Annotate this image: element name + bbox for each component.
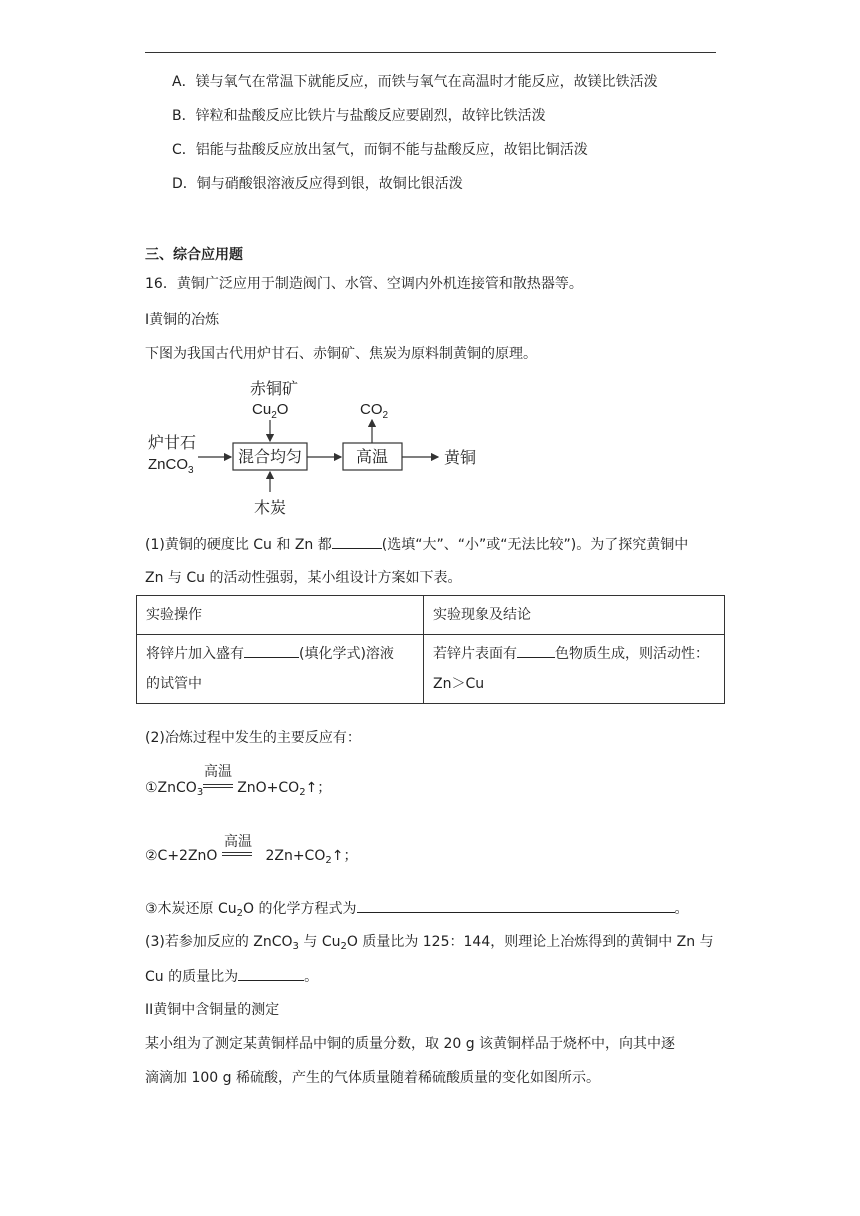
- option-d: [172, 174, 463, 194]
- formula-blank[interactable]: [244, 643, 299, 658]
- ore2-name: 赤铜矿: [250, 381, 299, 398]
- color-blank[interactable]: [517, 643, 555, 658]
- option-b-letter: B．: [172, 108, 196, 124]
- experiment-table: [136, 595, 725, 704]
- option-a-text: 镁与氧气在常温下就能反应，而铁与氧气在高温时才能反应，故镁比铁活泼: [195, 74, 658, 90]
- q3-ratio-blank[interactable]: [238, 966, 304, 981]
- heat-box-label: 高温: [355, 449, 389, 466]
- part-1-title: I黄铜的冶炼: [145, 312, 220, 328]
- option-d-text: 铜与硝酸银溶液反应得到银，故铜比银活泼: [196, 176, 463, 192]
- smelting-flow-diagram: [140, 372, 500, 522]
- mix-box-label: 混合均匀: [237, 449, 303, 466]
- section-title: 三、综合应用题: [145, 247, 243, 263]
- q2-title: (2)冶炼过程中发生的主要反应有：: [145, 730, 361, 746]
- part-2-text-line2: 滴滴加 100 g 稀硫酸，产生的气体质量随着稀硫酸质量的变化如图所示。: [145, 1070, 600, 1086]
- equation-2-equals-bottom: [222, 855, 252, 856]
- charcoal-label: 木炭: [254, 500, 287, 517]
- equation-2-equals-top: [222, 852, 252, 853]
- top-divider: [145, 52, 716, 53]
- gas-formula: $CO_2$: [360, 401, 389, 421]
- equation-1-condition: 高温: [204, 764, 232, 780]
- option-a-letter: A．: [172, 74, 196, 90]
- ore1-formula: ZnCO$_3$: [148, 456, 194, 476]
- option-b-text: 锌粒和盐酸反应比铁片与盐酸反应要剧烈，故锌比铁活泼: [195, 108, 546, 124]
- equation-1-equals-top: [203, 784, 233, 785]
- option-a: [172, 72, 658, 92]
- option-c-letter: C．: [172, 142, 196, 158]
- table-header-operation: 实验操作: [137, 596, 424, 635]
- option-c: [172, 140, 588, 160]
- option-d-letter: D．: [172, 176, 197, 192]
- ore1-name: 炉甘石: [148, 435, 197, 452]
- q3-line1: (3)若参加反应的 ZnCO$_3$ 与 $Cu_2O$ 质量比为 125：144，则理论上冶炼得到的黄铜中 Zn 与: [145, 934, 714, 952]
- q1-line2: Zn 与 Cu 的活动性强弱，某小组设计方案如下表。: [145, 570, 462, 586]
- equation-3-blank[interactable]: [357, 898, 675, 913]
- q1-answer-blank[interactable]: [332, 534, 382, 549]
- equation-1: ①ZnCO$_3$ $ZnO+CO_2↑$；: [145, 780, 332, 798]
- diagram-intro: 下图为我国古代用炉甘石、赤铜矿、焦炭为原料制黄铜的原理。: [145, 346, 537, 362]
- q1-line1: (1)黄铜的硬度比 Cu 和 Zn 都 (选填“大”、“小”或“无法比较”)。为了探究黄铜中: [145, 534, 688, 555]
- equation-1-equals-bottom: [203, 787, 233, 788]
- question-16-stem: 16．黄铜广泛应用于制造阀门、水管、空调内外机连接管和散热器等。: [145, 276, 583, 292]
- table-header-row: [137, 596, 725, 635]
- equation-2: ②C+2ZnO $2Zn+CO_2↑$；: [145, 848, 358, 866]
- table-row: [137, 635, 725, 704]
- table-header-result: 实验现象及结论: [424, 596, 725, 635]
- q3-line2: Cu 的质量比为 。: [145, 966, 318, 987]
- equation-2-condition: 高温: [224, 834, 252, 850]
- ore2-formula: $Cu_2O$: [252, 401, 289, 421]
- part-2-title: II黄铜中含铜量的测定: [145, 1002, 280, 1018]
- product-label: 黄铜: [444, 450, 477, 467]
- table-cell-result: 若锌片表面有 色物质生成，则活动性： Zn＞Cu: [424, 635, 725, 704]
- table-cell-operation: 将锌片加入盛有 (填化学式)溶液 的试管中: [137, 635, 424, 704]
- option-c-text: 铝能与盐酸反应放出氢气，而铜不能与盐酸反应，故铝比铜活泼: [195, 142, 588, 158]
- part-2-text-line1: 某小组为了测定某黄铜样品中铜的质量分数，取 20 g 该黄铜样品于烧杯中，向其中逐: [145, 1036, 676, 1052]
- option-b: [172, 106, 546, 126]
- equation-3: ③木炭还原 $Cu_2O$ 的化学方程式为 。: [145, 898, 689, 924]
